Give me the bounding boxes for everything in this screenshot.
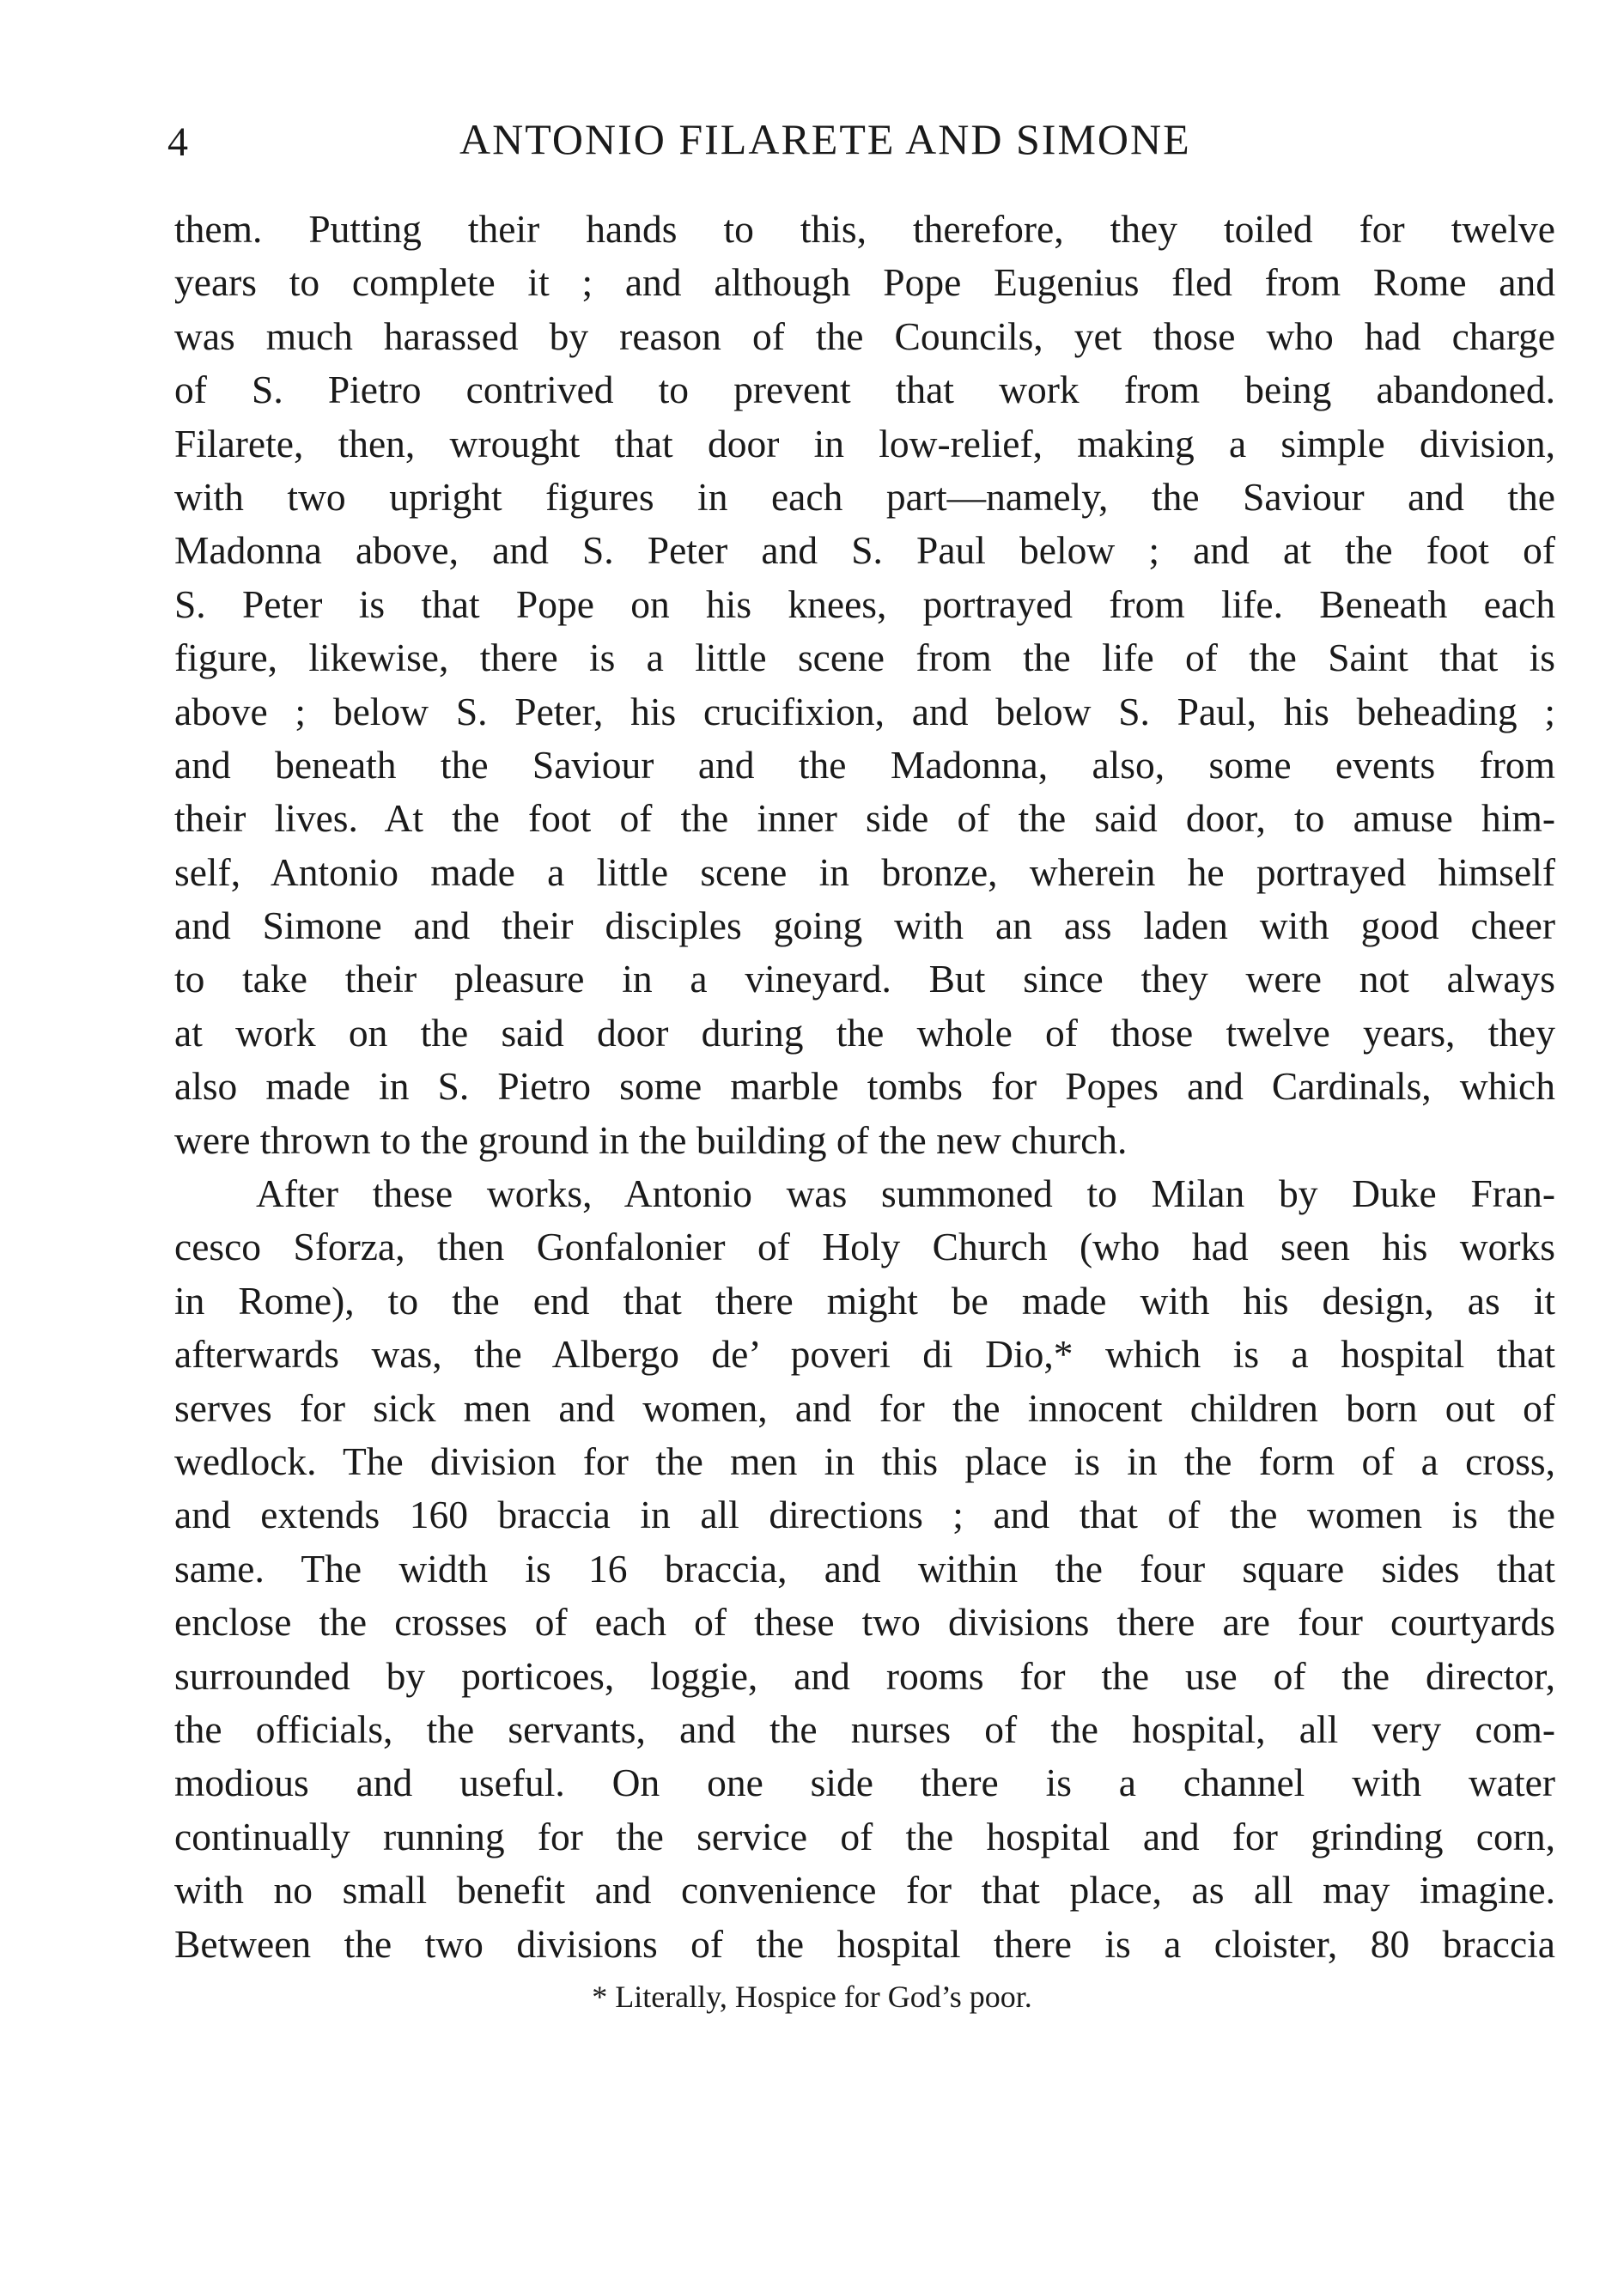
- text-line: above ; below S. Peter, his crucifixion, and below S. Paul, his beheading ;: [174, 689, 1555, 733]
- footnote: [0, 1975, 1624, 2018]
- paragraph-2: [174, 1167, 1555, 1971]
- text-line: in Rome), to the end that there might be made with his design, as it: [174, 1278, 1555, 1323]
- footnote-text: * Literally, Hospice for God’s poor.: [592, 1980, 1032, 2014]
- text-line: afterwards was, the Albergo de’ poveri di Dio,* which is a hospital that: [174, 1332, 1555, 1377]
- text-line: also made in S. Pietro some marble tombs for Popes and Cardinals, which: [174, 1064, 1555, 1109]
- paragraph-1: [174, 203, 1555, 1167]
- text-line: were thrown to the ground in the building of the new church.: [174, 1117, 1128, 1162]
- text-line: years to complete it ; and although Pope Eugenius fled from Rome and: [174, 260, 1555, 305]
- text-line: Filarete, then, wrought that door in low-relief, making a simple division,: [174, 421, 1555, 465]
- text-line: After these works, Antonio was summoned to Milan by Duke Fran-: [256, 1171, 1555, 1216]
- text-line: the officials, the servants, and the nurses of the hospital, all very com-: [174, 1706, 1555, 1751]
- text-line: and Simone and their disciples going with an ass laden with good cheer: [174, 903, 1555, 948]
- text-line: was much harassed by reason of the Councils, yet those who had charge: [174, 313, 1555, 358]
- text-line: to take their pleasure in a vineyard. But since they were not always: [174, 957, 1555, 1001]
- text-line: of S. Pietro contrived to prevent that work from being abandoned.: [174, 368, 1555, 412]
- text-line: at work on the said door during the whole of those twelve years, they: [174, 1010, 1555, 1055]
- text-line: enclose the crosses of each of these two divisions there are four courtyards: [174, 1600, 1555, 1645]
- text-line: surrounded by porticoes, loggie, and rooms for the use of the director,: [174, 1653, 1555, 1698]
- text-line: with two upright figures in each part—namely, the Saviour and the: [174, 474, 1555, 519]
- text-line: modious and useful. On one side there is a channel with water: [174, 1761, 1555, 1805]
- text-line: Madonna above, and S. Peter and S. Paul below ; and at the foot of: [174, 528, 1555, 573]
- text-line: same. The width is 16 braccia, and within the four square sides that: [174, 1546, 1555, 1591]
- text-line: Between the two divisions of the hospital there is a cloister, 80 braccia: [174, 1921, 1555, 1966]
- running-title: ANTONIO FILARETE AND SIMONE: [459, 115, 1191, 163]
- text-line: them. Putting their hands to this, therefore, they toiled for twelve: [174, 207, 1555, 251]
- text-line: continually running for the service of the hospital and for grinding corn,: [174, 1814, 1555, 1858]
- body-text: [174, 203, 1555, 1971]
- text-line: and beneath the Saviour and the Madonna, also, some events from: [174, 742, 1555, 787]
- text-line: S. Peter is that Pope on his knees, portrayed from life. Beneath each: [174, 581, 1555, 626]
- text-line: wedlock. The division for the men in this place is in the form of a cross,: [174, 1439, 1555, 1483]
- text-line: serves for sick men and women, and for the innocent children born out of: [174, 1385, 1555, 1430]
- text-line: figure, likewise, there is a little scene from the life of the Saint that is: [174, 636, 1555, 680]
- text-line: with no small benefit and convenience for that place, as all may imagine.: [174, 1868, 1555, 1913]
- text-line: self, Antonio made a little scene in bronze, wherein he portrayed himself: [174, 849, 1555, 894]
- text-line: and extends 160 braccia in all directions ; and that of the women is the: [174, 1493, 1555, 1537]
- page-number: 4: [167, 119, 188, 165]
- text-line: their lives. At the foot of the inner side of the said door, to amuse him-: [174, 796, 1555, 841]
- running-head: [167, 110, 1559, 170]
- text-line: cesco Sforza, then Gonfalonier of Holy Church (who had seen his works: [174, 1225, 1555, 1269]
